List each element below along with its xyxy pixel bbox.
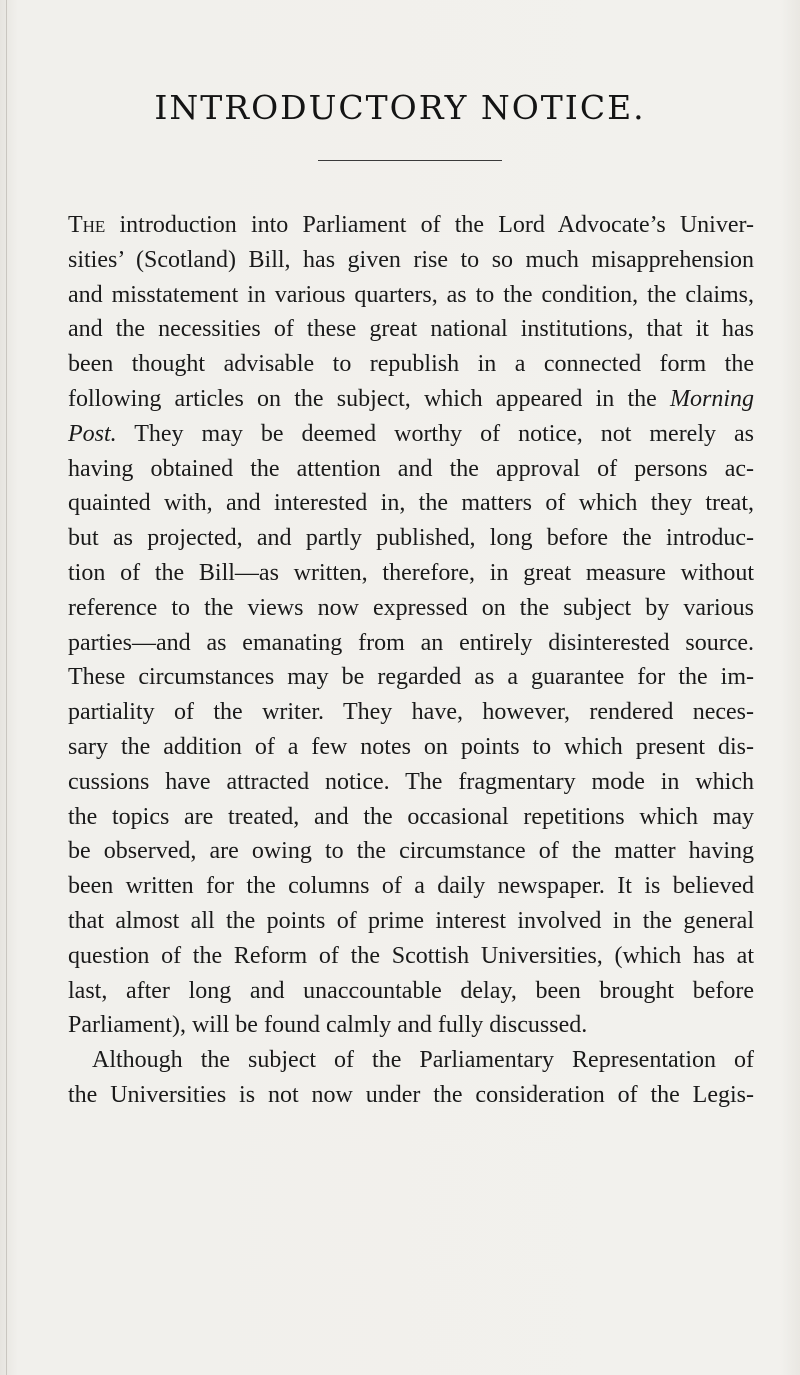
text-line-13: parties—and as emanating from an entirely disinterested source. [68, 629, 754, 656]
page-title: INTRODUCTORY NOTICE. [154, 88, 646, 127]
text-line-23: last, after long and unaccountable delay, been brought before [68, 977, 754, 1004]
text-line-26: the Universities is not now under the consideration of the Legis- [68, 1081, 754, 1108]
text-line-18: the topics are treated, and the occasional repetitions which may [68, 803, 754, 830]
text-line-14: These circumstances may be regarded as a guarantee for the im- [68, 664, 754, 691]
text-line-19: be observed, are owing to the circumstance of the matter having [68, 838, 754, 865]
italic-morning: Morning [670, 385, 754, 412]
text-line-6 [68, 382, 754, 417]
text-line-22: question of the Reform of the Scottish Universities, (which has at [68, 942, 754, 969]
page-edge-line [6, 0, 7, 1375]
text-line-17: cussions have attracted notice. The fragmentary mode in which [68, 768, 754, 795]
italic-post: Post. [68, 420, 117, 447]
text-line-15: partiality of the writer. They have, however, rendered neces- [68, 699, 754, 726]
text-line-11: tion of the Bill—as written, therefore, in great measure without [68, 559, 754, 586]
text-line-3: and misstatement in various quarters, as to the condition, the claims, [68, 281, 754, 308]
text-line-9: quainted with, and interested in, the matters of which they treat, [68, 490, 754, 517]
text-line-1-rest: introduction into Parliament of the Lord Advocate’s Univer- [105, 212, 754, 238]
text-line-20: been written for the columns of a daily newspaper. It is believed [68, 873, 754, 900]
text-line-2: sities’ (Scotland) Bill, has given rise to so much misapprehension [68, 246, 754, 273]
text-line-5: been thought advisable to republish in a connected form the [68, 351, 754, 378]
text-line-7-after: They may be deemed worthy of notice, not merely as [116, 420, 754, 447]
text-line-10: but as projected, and partly published, long before the introduc- [68, 525, 754, 552]
text-line-25: Although the subject of the Parliamentary Representation of [92, 1047, 754, 1074]
text-line-1 [68, 208, 754, 243]
text-line-8: having obtained the attention and the approval of persons ac- [68, 455, 754, 482]
text-line-21: that almost all the points of prime interest involved in the general [68, 907, 754, 934]
drop-word: The [68, 212, 106, 238]
text-line-4: and the necessities of these great national institutions, that it has [68, 316, 754, 343]
text-line-7 [68, 417, 754, 452]
text-line-16: sary the addition of a few notes on points to which present dis- [68, 733, 754, 760]
text-line-6-before: following articles on the subject, which appeared in the [68, 385, 670, 412]
body-text [68, 208, 754, 1113]
text-line-12: reference to the views now expressed on the subject by various [68, 594, 754, 621]
title-rule [318, 160, 502, 161]
text-line-24: Parliament), will be found calmly and fully discussed. [68, 1012, 588, 1039]
